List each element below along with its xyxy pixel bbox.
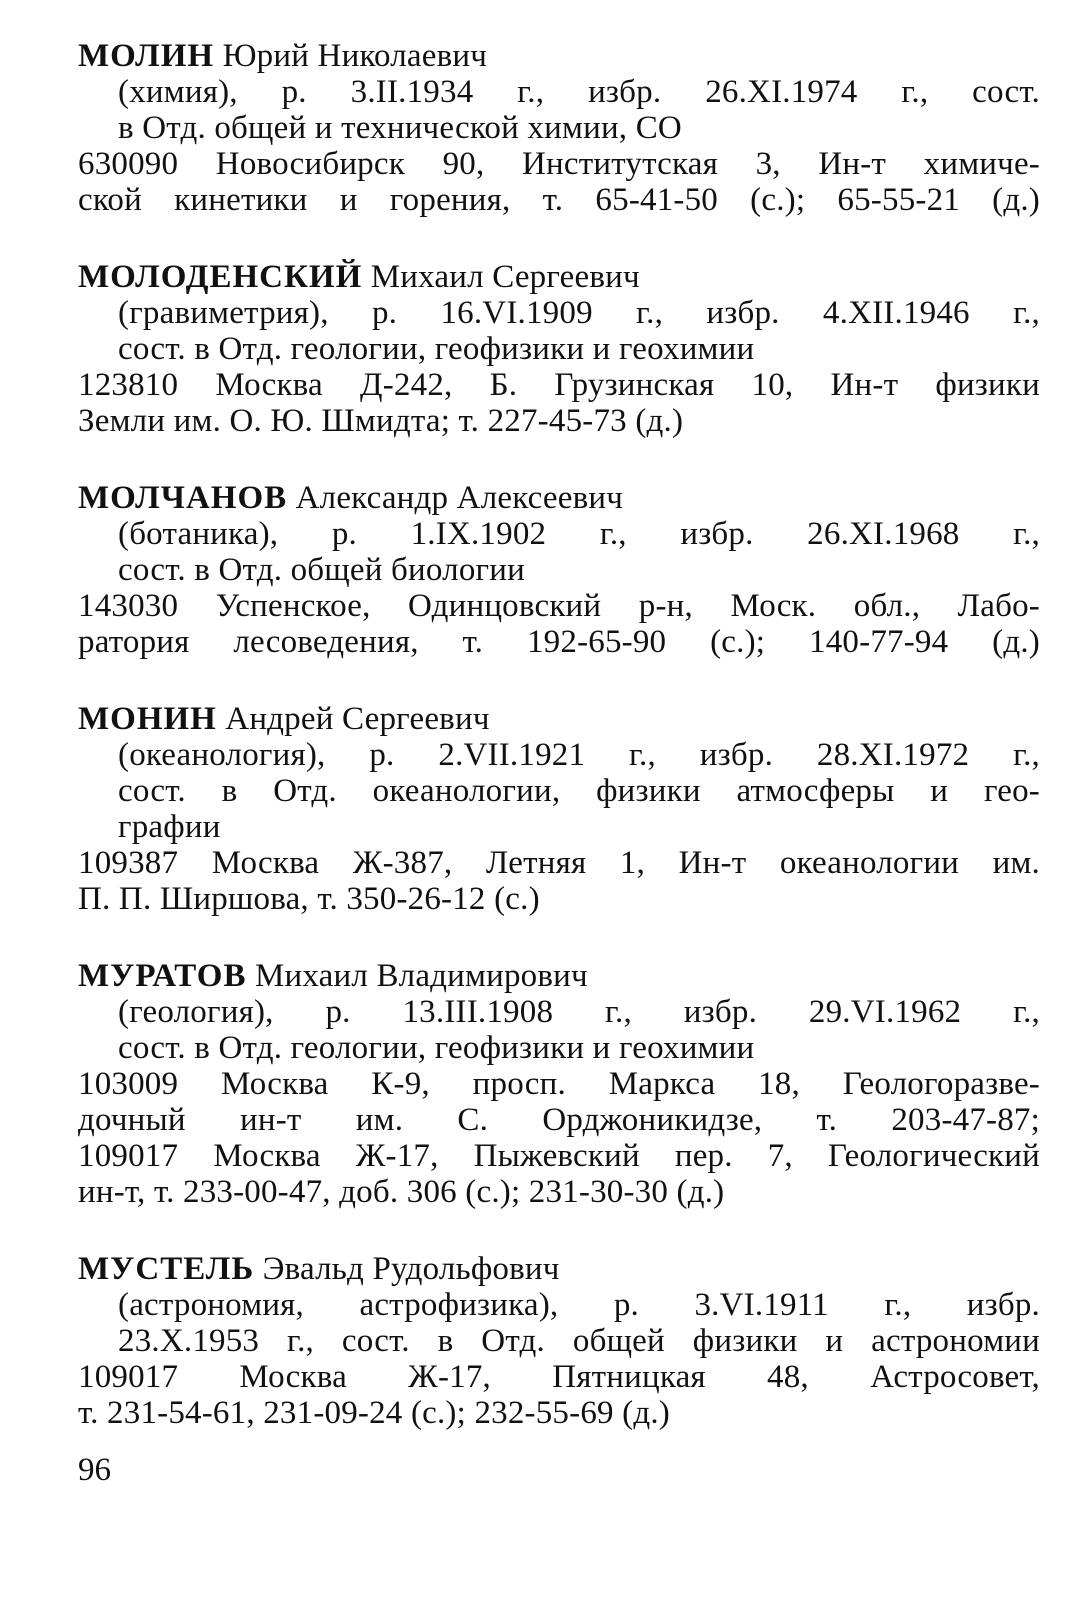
entry-mustel	[78, 1251, 1040, 1431]
entry-bio-line: сост. в Отд. геологии, геофизики и геохимии	[118, 331, 755, 367]
directory-page	[78, 38, 1040, 1472]
entry-heading	[78, 958, 1040, 994]
entry-address-line: дочный ин-т им. С. Орджоникидзе, т. 203-47-87;	[78, 1102, 1040, 1138]
entry-bio-line: (химия), р. 3.II.1934 г., избр. 26.XI.1974 г., сост.	[118, 74, 1040, 110]
entry-address-line: ской кинетики и горения, т. 65-41-50 (с.); 65-55-21 (д.)	[78, 182, 1040, 218]
entry-address-line: 123810 Москва Д-242, Б. Грузинская 10, Ин-т физики	[78, 367, 1040, 403]
entry-molodensky	[78, 259, 1040, 439]
entry-bio-line: (океанология), р. 2.VII.1921 г., избр. 28.XI.1972 г.,	[118, 737, 1040, 773]
entry-bio-line: в Отд. общей и технической химии, СО	[118, 110, 682, 146]
entry-surname: МОЛОДЕНСКИЙ	[78, 259, 363, 295]
entry-heading	[78, 480, 1040, 516]
entry-bio-line: (астрономия, астрофизика), р. 3.VI.1911 г., избр.	[118, 1287, 1040, 1323]
entry-address-line: 103009 Москва К-9, просп. Маркса 18, Геологоразве-	[78, 1066, 1040, 1102]
entry-given-names: Михаил Сергеевич	[370, 259, 640, 295]
entry-bio-line: (геология), р. 13.III.1908 г., избр. 29.VI.1962 г.,	[118, 994, 1040, 1030]
entry-heading	[78, 701, 1040, 737]
entry-address-line: 630090 Новосибирск 90, Институтская 3, Ин-т химиче-	[78, 146, 1040, 182]
entry-given-names: Андрей Сергеевич	[225, 701, 490, 737]
entry-molchanov	[78, 480, 1040, 660]
entry-surname: МУСТЕЛЬ	[78, 1251, 255, 1287]
entry-bio-line: сост. в Отд. океанологии, физики атмосферы и гео-	[118, 773, 1040, 809]
entry-heading	[78, 38, 1040, 74]
entry-muratov	[78, 958, 1040, 1210]
entry-bio-line: графии	[118, 809, 221, 845]
entry-surname: МУРАТОВ	[78, 958, 247, 994]
entry-surname: МОЛЧАНОВ	[78, 480, 288, 516]
entry-address-line: 109017 Москва Ж-17, Пыжевский пер. 7, Геологический	[78, 1138, 1040, 1174]
entry-address-line: т. 231-54-61, 231-09-24 (с.); 232-55-69 (д.)	[78, 1395, 670, 1431]
entry-address-line: Земли им. О. Ю. Шмидта; т. 227-45-73 (д.)	[78, 403, 684, 439]
entry-bio-line: (ботаника), р. 1.IX.1902 г., избр. 26.XI.1968 г.,	[118, 516, 1040, 552]
entry-given-names: Михаил Владимирович	[254, 958, 588, 994]
entry-address-line: 143030 Успенское, Одинцовский р-н, Моск. обл., Лабо-	[78, 588, 1040, 624]
entry-bio-line: сост. в Отд. общей биологии	[118, 552, 525, 588]
entry-heading	[78, 259, 1040, 295]
entry-given-names: Александр Алексеевич	[295, 480, 624, 516]
entry-address-line: 109387 Москва Ж-387, Летняя 1, Ин-т океанологии им.	[78, 845, 1040, 881]
entry-address-line: ин-т, т. 233-00-47, доб. 306 (с.); 231-30-30 (д.)	[78, 1174, 725, 1210]
entry-surname: МОНИН	[78, 701, 217, 737]
entry-bio-line: 23.X.1953 г., сост. в Отд. общей физики и астрономии	[118, 1323, 1040, 1359]
entry-given-names: Эвальд Рудольфович	[262, 1251, 560, 1287]
entry-given-names: Юрий Николаевич	[222, 38, 488, 74]
entry-surname: МОЛИН	[78, 38, 215, 74]
entry-address-line: ратория лесоведения, т. 192-65-90 (с.); 140-77-94 (д.)	[78, 624, 1040, 660]
entry-monin	[78, 701, 1040, 917]
entry-bio-line: сост. в Отд. геологии, геофизики и геохимии	[118, 1030, 755, 1066]
entry-heading	[78, 1251, 1040, 1287]
entry-bio-line: (гравиметрия), р. 16.VI.1909 г., избр. 4.XII.1946 г.,	[118, 295, 1040, 331]
entry-molin	[78, 38, 1040, 218]
entry-address-line: П. П. Ширшова, т. 350-26-12 (с.)	[78, 881, 540, 917]
page-number: 96	[78, 1452, 111, 1488]
entry-address-line: 109017 Москва Ж-17, Пятницкая 48, Астросовет,	[78, 1359, 1040, 1395]
